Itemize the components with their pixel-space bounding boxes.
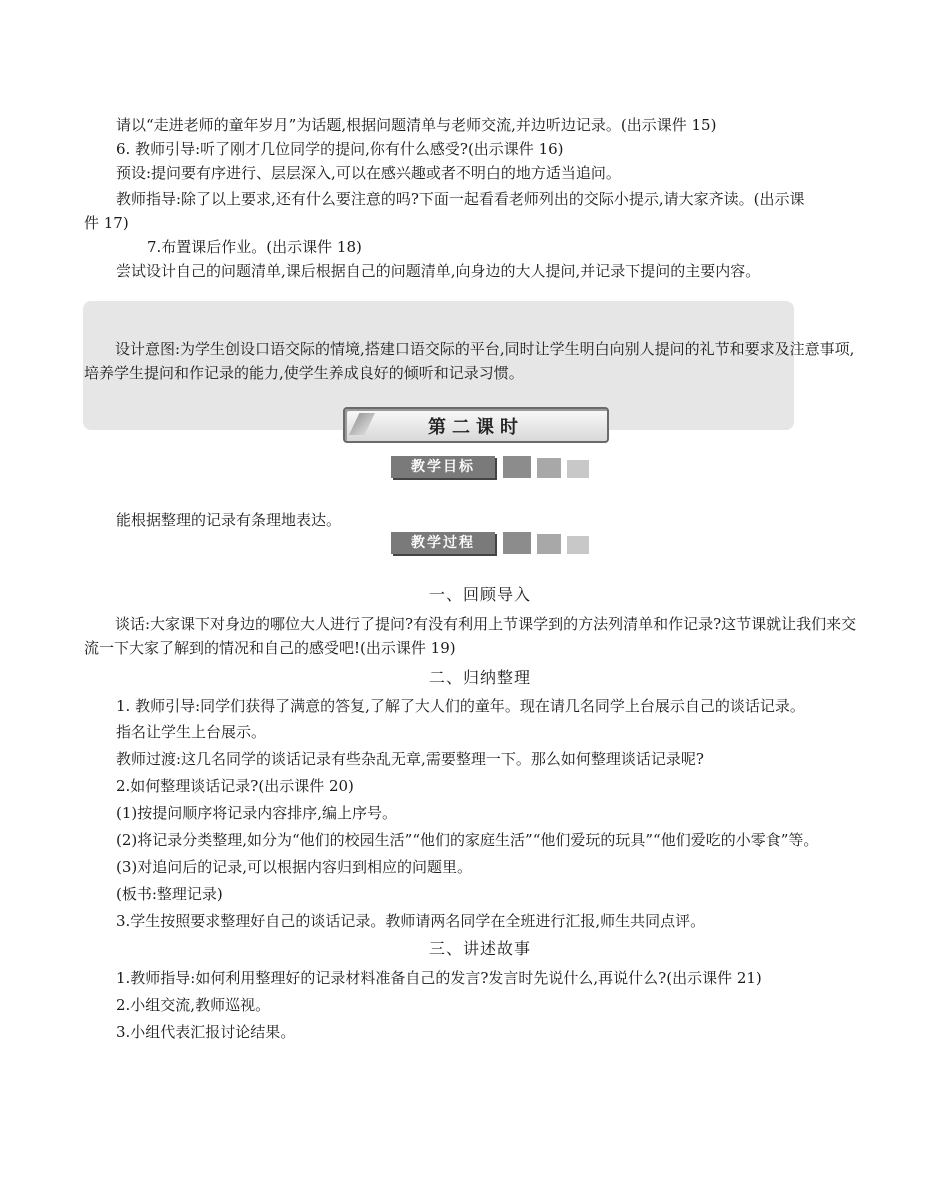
paragraph-line: (1)按提问顺序将记录内容排序,编上序号。 [116, 804, 398, 822]
decoration-square [503, 532, 531, 554]
paragraph-line: 6. 教师引导:听了刚才几位同学的提问,你有什么感受?(出示课件 16) [116, 140, 564, 158]
paragraph-line: 件 17) [84, 214, 129, 232]
paragraph-line: (板书:整理记录) [116, 885, 223, 903]
paragraph-line: 2.如何整理谈话记录?(出示课件 20) [116, 777, 354, 795]
decoration-square [567, 536, 589, 554]
paragraph-line: 预设:提问要有序进行、层层深入,可以在感兴趣或者不明白的地方适当追问。 [116, 164, 621, 182]
paragraph-line: 3.小组代表汇报讨论结果。 [116, 1023, 296, 1041]
lesson-title-banner [343, 407, 609, 443]
section-heading: 三、讲述故事 [428, 939, 531, 958]
paragraph-line: 1. 教师引导:同学们获得了满意的答复,了解了大人们的童年。现在请几名同学上台展示自己的谈话记录。 [116, 697, 805, 715]
paragraph-line: (3)对追问后的记录,可以根据内容归到相应的问题里。 [116, 858, 473, 876]
paragraph-line: 教师指导:除了以上要求,还有什么要注意的吗?下面一起看看老师列出的交际小提示,请大家齐读。(出示课 [116, 190, 805, 208]
intro-paragraph: 谈话:大家课下对身边的哪位大人进行了提问?有没有利用上节课学到的方法列清单和作记录?这节课就让我们来交流一下大家了解到的情况和自己的感受吧!(出示课件 19) [84, 615, 857, 657]
teaching-goal-label: 教学目标 [391, 456, 495, 478]
lesson-title: 第二课时 [428, 417, 524, 438]
section-heading: 一、回顾导入 [428, 585, 531, 604]
paragraph-line: 尝试设计自己的问题清单,课后根据自己的问题清单,向身边的大人提问,并记录下提问的主要内容。 [116, 262, 761, 280]
paragraph-line: 1.教师指导:如何利用整理好的记录材料准备自己的发言?发言时先说什么,再说什么?(出示课件 21) [116, 969, 762, 987]
decoration-square [537, 534, 561, 554]
design-intent-text: 设计意图:为学生创设口语交际的情境,搭建口语交际的平台,同时让学生明白向别人提问的礼节和要求及注意事项,培养学生提问和作记录的能力,使学生养成良好的倾听和记录习惯。 [84, 340, 855, 382]
paragraph-line: 7.布置课后作业。(出示课件 18) [147, 238, 362, 256]
teaching-goal-text: 能根据整理的记录有条理地表达。 [116, 511, 342, 529]
paragraph-line: 指名让学生上台展示。 [116, 723, 267, 741]
paragraph-line: (2)将记录分类整理,如分为“他们的校园生活”“他们的家庭生活”“他们爱玩的玩具”“他们爱吃的小零食”等。 [116, 831, 819, 849]
paragraph-line: 3.学生按照要求整理好自己的谈话记录。教师请两名同学在全班进行汇报,师生共同点评。 [116, 912, 706, 930]
paragraph-line: 2.小组交流,教师巡视。 [116, 996, 271, 1014]
decoration-square [567, 460, 589, 478]
decoration-square [537, 458, 561, 478]
section-heading: 二、归纳整理 [428, 668, 531, 687]
teaching-process-label: 教学过程 [391, 532, 495, 554]
paragraph-line: 教师过渡:这几名同学的谈话记录有些杂乱无章,需要整理一下。那么如何整理谈话记录呢? [116, 750, 704, 768]
paragraph-line: 请以“走进老师的童年岁月”为话题,根据问题清单与老师交流,并边听边记录。(出示课件 15) [116, 116, 717, 134]
decoration-square [503, 456, 531, 478]
